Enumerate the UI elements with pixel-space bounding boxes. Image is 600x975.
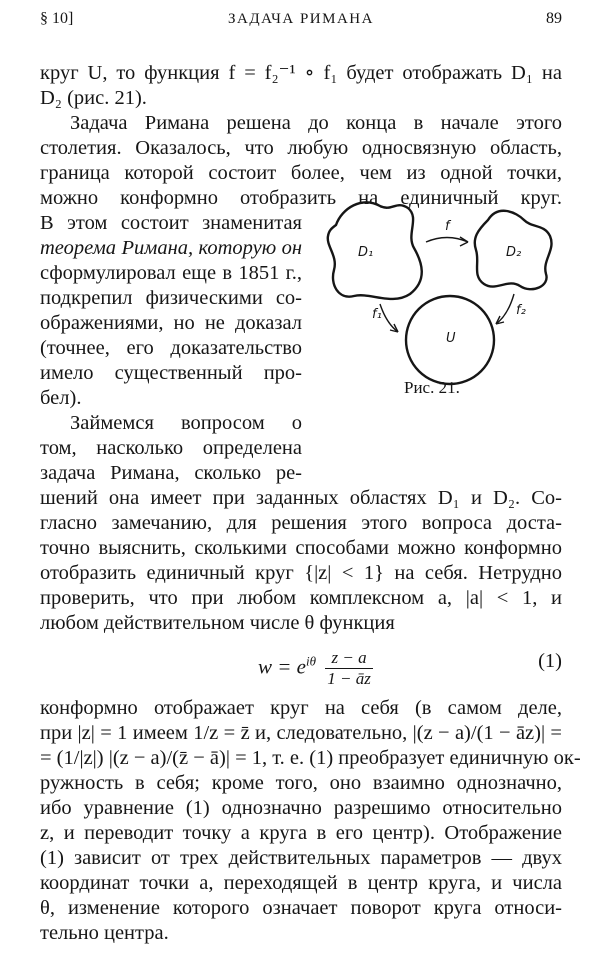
text-line: столетия. Оказалось, что любую односвязную область, [40, 137, 562, 159]
text-line: любом действительном числе θ функция [40, 612, 395, 634]
text-line: имело существенный про- [40, 362, 302, 384]
text-line: ображениями, но не доказал [40, 312, 302, 334]
running-title: ЗАДАЧА РИМАНА [228, 11, 374, 27]
text-line: гласно замечанию, для решения этого вопроса доста- [40, 512, 562, 534]
equation-body [258, 648, 373, 689]
label-f2: f₂ [516, 303, 526, 318]
text-line: при |z| = 1 имеем 1/z = z̄ и, следовательно, |(z − a)/(1 − āz)| = [40, 722, 562, 744]
text-line: граница которой состоит более, чем из одной точки, [40, 162, 562, 184]
label-d2: D₂ [506, 245, 522, 260]
equation-denominator: 1 − āz [327, 669, 371, 688]
text-line: координат точки a, переходящей в центр круга, и числа [40, 872, 562, 894]
text-line: ибо уравнение (1) однозначно разрешимо относительно [40, 797, 562, 819]
text-line: бел). [40, 387, 82, 409]
section-marker: § 10] [40, 10, 74, 27]
figure-21 [318, 190, 568, 402]
text-line: подкрепил физическими со- [40, 287, 302, 309]
page-number: 89 [546, 10, 562, 27]
equation-numerator: z − a [325, 648, 373, 669]
text-line: θ, изменение которого означает поворот круга относи- [40, 897, 562, 919]
figure-caption: Рис. 21. [404, 378, 460, 397]
label-d1: D₁ [358, 245, 374, 260]
text-line: том, насколько определена [40, 437, 302, 459]
label-u: U [446, 331, 456, 346]
text-line: точно выяснить, сколькими способами можно конформно [40, 537, 562, 559]
text-line: тельно центра. [40, 922, 169, 944]
text-line: z, и переводит точку a круга в его центр). Отображение [40, 822, 562, 844]
text-line: В этом состоит знаменитая [40, 212, 302, 234]
running-header [40, 10, 562, 38]
equation-number: (1) [538, 650, 562, 672]
equation-fraction [325, 648, 373, 689]
text-line: теорема Римана, которую он [40, 237, 302, 259]
equation-exponent: iθ [306, 653, 316, 669]
equation-lhs: w = e [258, 654, 306, 679]
label-f: f [445, 219, 450, 234]
text-line: ружность в себя; кроме того, оно взаимно однозначно, [40, 772, 562, 794]
text-line: отобразить единичный круг {|z| < 1} на себя. Нетрудно [40, 562, 562, 584]
text-line: можно конформно отобразить на единичный круг. [40, 187, 562, 209]
equation-1 [40, 640, 562, 690]
text-line: проверить, что при любом комплексном a, |a| < 1, и [40, 587, 562, 609]
text-line: круг U, то функция f = f₂⁻¹ ∘ f₁ будет отображать D₁ на [40, 62, 562, 84]
paragraph-first-line: Задача Римана решена до конца в начале этого [70, 112, 562, 134]
region-d1-outline [328, 202, 422, 299]
text-line: D₂ (рис. 21). [40, 87, 147, 109]
text-line: сформулировал еще в 1851 г., [40, 262, 302, 284]
arrow-f-head [460, 237, 468, 246]
paragraph-first-line: Займемся вопросом о [70, 412, 302, 434]
text-line: = (1/|z|) |(z − a)/(z̄ − ā)| = 1, т. е. (1) преобразует единичную ок- [40, 747, 581, 769]
text-line: шений она имеет при заданных областях D₁ и D₂. Со- [40, 487, 562, 509]
text-line: задача Римана, сколько ре- [40, 462, 302, 484]
text-line: (точнее, его доказательство [40, 337, 302, 359]
text-line: конформно отображает круг на себя (в самом деле, [40, 697, 562, 719]
text-line: (1) зависит от трех действительных параметров — двух [40, 847, 562, 869]
label-f1: f₁ [372, 307, 382, 322]
